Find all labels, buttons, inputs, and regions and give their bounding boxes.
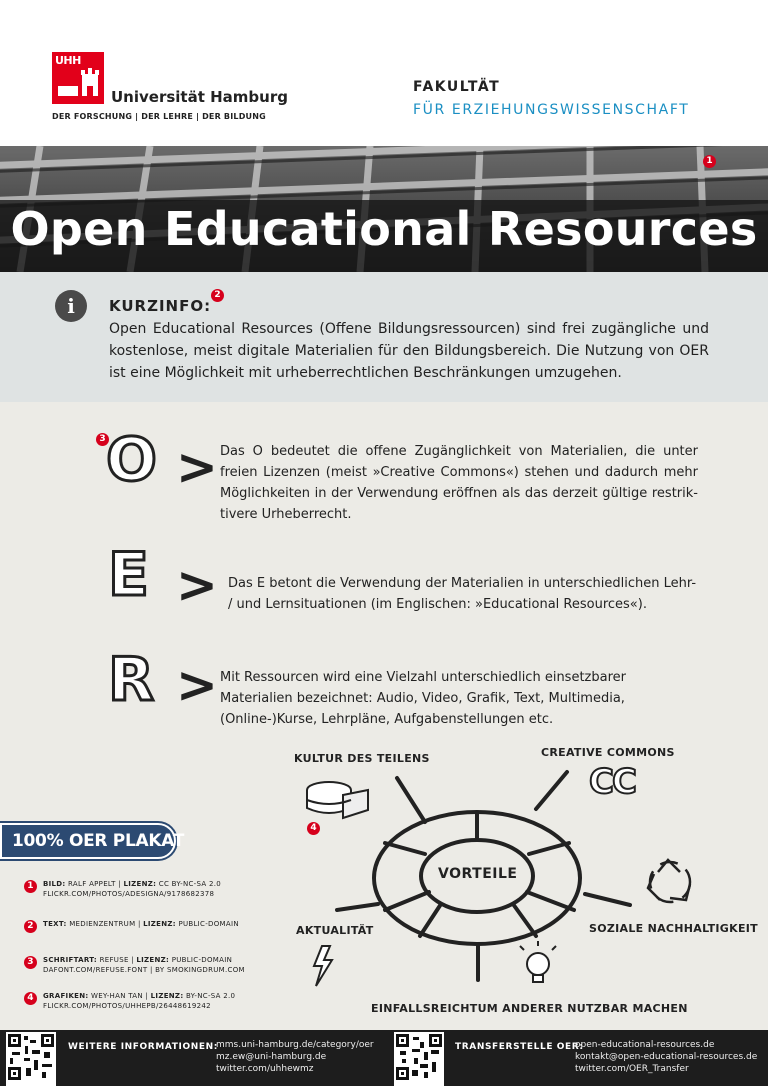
label-aktualitaet: AKTUALITÄT [296, 924, 374, 937]
faculty-line1: FAKULTÄT [413, 79, 501, 95]
qr-icon [8, 1034, 54, 1080]
faculty-line2: FÜR ERZIEHUNGSWISSENSCHAFT [413, 102, 690, 118]
university-name: Universität Hamburg [111, 88, 288, 106]
transfer-line1[interactable]: open-educational-resources.de [575, 1040, 715, 1050]
more-info-line3[interactable]: twitter.com/uhhewmz [216, 1064, 314, 1074]
letter-r: R [108, 645, 155, 715]
transfer-label: TRANSFERSTELLE OER: [455, 1042, 584, 1052]
label-sozial: SOZIALE NACHHALTIGKEIT [589, 922, 758, 935]
oer-badge-text: 100% OER PLAKAT [12, 831, 185, 851]
letter-e: E [108, 540, 149, 610]
marker-4: 4 [307, 822, 320, 835]
poster: UHH Universität Hamburg DER FORSCHUNG | DER LEHRE | DER BILDUNG FAKULTÄT FÜR ERZIEHUNGSWISSENSCHAFT 1 Open Educational Resources i KURZINFO: 2 Open Educational Resources (Offene Bildungsressourcen) sind frei zugängliche und kostenlose, meist digitale Materialien für den Bildungsbereich. Die Nutzung von OER ist eine Möglichkeit mit urheberrechtlichen Beschränkungen umzugehen. 3 O > Das O bedeutet die offene Zugänglichkeit von Materialien, die unter freien Lizenzen (meist »Creative Commons«) stehen und dadurch mehr Möglichkeiten in der Verwendung eröffnen als das derzeit gültige restriktivere Urheberrecht. E > Das E betont die Verwendung der Materialien in unterschiedlichen Lehr- / und Lernsituationen (im Englischen: »Educational Resources«). R > Mit Ressourcen wird eine Vielzahl unterschiedlich einsetzbarer Materialien bezeichnet: Audio, Video, Grafik, Text, Multimedia, (Online-)Kurse, Lehrpläne, Aufgabenstellungen etc. KULTUR DES TEILENS CREATIVE COMMONS CC AKTUALITÄT SOZIALE NACHHALTIGKEIT EINFALLSREICHTUM ANDERER NUTZBAR MACHEN VORTEILE 4 100% OER PLAKAT 1 BILD: RALF APPELT | LIZENZ: CC BY-NC-SA 2.0 FLICKR.COM/PHOTOS/ADESIGNA/9178682378 2 TEXT: MEDIENZENTRUM | LIZENZ: PUBLIC-DOMAIN 3 SCHRIFTART: REFUSE | LIZENZ: PUBLIC-DOMAIN DAFONT.COM/REFUSE.FONT | BY SMOKINGDRUM.COM 4 GRAFIKEN: WEY-HAN TAN | LIZENZ: BY-NC-SA 2.0 FLICKR.COM/PHOTOS/UHHEPB/26448619242 WEITERE INFORMATIONEN: mms.uni-hamburg.de/category/oer mz.ew@uni-hamburg.de twitter.com/uhhewmz TRANSFERSTELLE OER: open-educational-resources.de kontakt@open-educational-resources.de twitter.com/OER_Transfer [0, 0, 768, 1086]
more-info-line1[interactable]: mms.uni-hamburg.de/category/oer [216, 1040, 374, 1050]
label-kultur: KULTUR DES TEILENS [294, 752, 430, 765]
label-cc: CREATIVE COMMONS [541, 746, 675, 759]
page-title: Open Educational Resources [10, 202, 758, 256]
marker-1: 1 [703, 155, 716, 168]
info-icon: i [55, 290, 87, 322]
logo-text: UHH [55, 54, 81, 67]
marker-2: 2 [211, 289, 224, 302]
lightning-icon [314, 946, 332, 986]
qr-code-left[interactable] [6, 1032, 56, 1086]
recycle-icon [648, 860, 690, 902]
more-info-line2[interactable]: mz.ew@uni-hamburg.de [216, 1052, 327, 1062]
marker-3: 3 [96, 433, 109, 446]
text-o: Das O bedeutet die offene Zugänglichkeit von Materialien, die unter freien Lizenzen (meist »Creative Commons«) stehen und dadurch mehr Möglichkeiten in der Verwendung eröffnen als das derzeit gültige restriktivere Urheberrecht. [220, 444, 698, 522]
lightbulb-icon [520, 941, 556, 982]
cc-icon: CC [589, 762, 635, 802]
arrow-e: > [176, 556, 218, 614]
arrow-r: > [176, 656, 218, 714]
info-title: KURZINFO: [109, 297, 212, 315]
transfer-line2[interactable]: kontakt@open-educational-resources.de [575, 1052, 758, 1062]
text-e: Das E betont die Verwendung der Materialien in unterschiedlichen Lehr- / und Lernsituationen (im Englischen: »Educational Resources«). [228, 576, 697, 612]
cake-icon [307, 782, 368, 818]
qr-code-right[interactable] [394, 1032, 444, 1086]
university-motto: DER FORSCHUNG | DER LEHRE | DER BILDUNG [52, 112, 266, 121]
info-text: Open Educational Resources (Offene Bildungsressourcen) sind frei zugängliche und kostenlose, meist digitale Materialien für den Bildungsbereich. Die Nutzung von OER ist eine Möglichkeit mit urheberrechtlichen Beschränkungen umzugehen. [109, 321, 709, 381]
transfer-line3[interactable]: twitter.com/OER_Transfer [575, 1064, 689, 1074]
text-r: Mit Ressourcen wird eine Vielzahl unterschiedlich einsetzbarer Materialien bezeichnet: Audio, Video, Grafik, Text, Multimedia, (Online-)Kurse, Lehrpläne, Aufgabenstellungen etc. [220, 670, 626, 727]
qr-icon [396, 1034, 442, 1080]
center-label: VORTEILE [438, 866, 518, 882]
more-info-label: WEITERE INFORMATIONEN: [68, 1042, 218, 1052]
label-einfall: EINFALLSREICHTUM ANDERER NUTZBAR MACHEN [371, 1002, 688, 1015]
arrow-o: > [176, 438, 218, 496]
letter-o: O [106, 425, 158, 495]
